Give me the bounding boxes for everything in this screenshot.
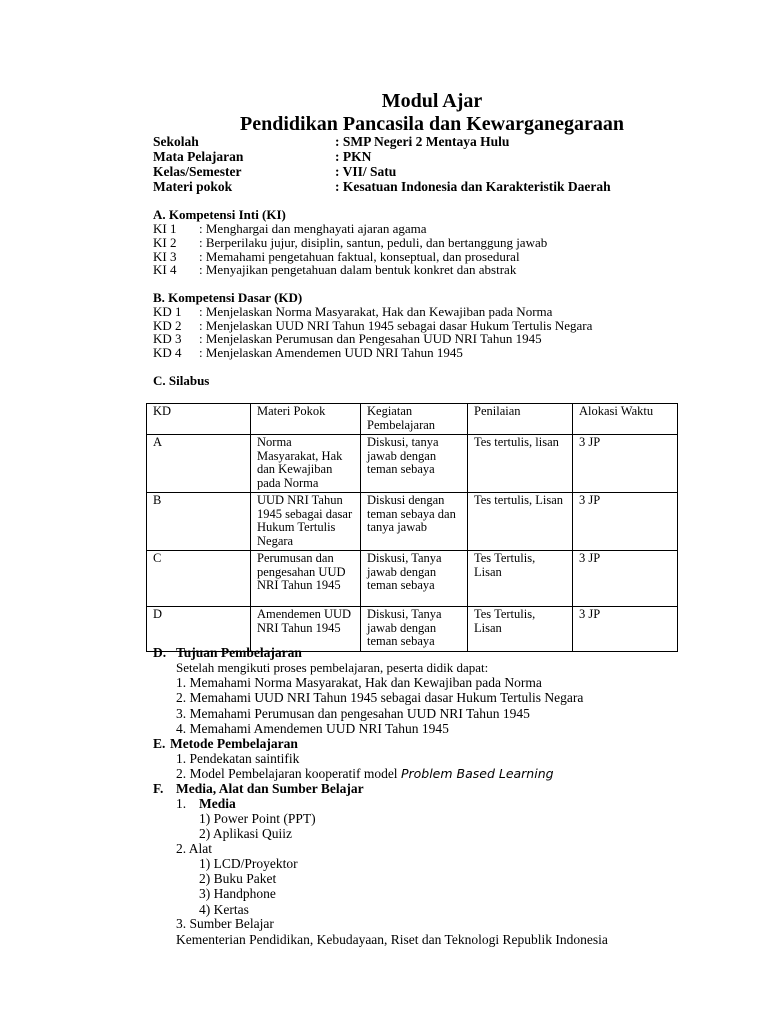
alat-item: 3) Handphone xyxy=(199,886,276,901)
ki-text: : Berperilaku jujur, disiplin, santun, peduli, dan bertanggung jawab xyxy=(199,235,548,250)
section-kd-heading: B. Kompetensi Dasar (KD) xyxy=(153,290,303,305)
column-header: Kegiatan Pembelajaran xyxy=(361,404,468,435)
sumber-label: 3. Sumber Belajar xyxy=(176,916,274,931)
metode-item-italic: Problem Based Learning xyxy=(400,766,554,781)
identity-label-subject: Mata Pelajaran xyxy=(153,149,244,164)
table-row xyxy=(147,493,678,551)
table-cell: Tes Tertulis, Lisan xyxy=(468,551,573,607)
ki-text: : Menghargai dan menghayati ajaran agama xyxy=(199,221,427,236)
section-metode-heading: Metode Pembelajaran xyxy=(170,736,298,751)
table-row xyxy=(147,435,678,493)
table-cell: 3 JP xyxy=(573,493,678,551)
identity-value-subject: : PKN xyxy=(335,149,372,164)
table-cell: Tes tertulis, lisan xyxy=(468,435,573,493)
section-metode-letter: E. xyxy=(153,736,166,751)
tujuan-item: 2. Memahami UUD NRI Tahun 1945 sebagai dasar Hukum Tertulis Negara xyxy=(176,690,584,705)
table-cell: 3 JP xyxy=(573,435,678,493)
media-item: 2) Aplikasi Quiiz xyxy=(199,826,292,841)
media-number: 1. xyxy=(176,796,187,811)
table-row xyxy=(147,551,678,607)
document-subtitle: Pendidikan Pancasila dan Kewarganegaraan xyxy=(240,113,624,135)
identity-value-topic: : Kesatuan Indonesia dan Karakteristik Daerah xyxy=(335,179,611,194)
table-header-row xyxy=(147,404,678,435)
table-cell: Perumusan dan pengesahan UUD NRI Tahun 1945 xyxy=(251,551,361,607)
sumber-text: Kementerian Pendidikan, Kebudayaan, Riset dan Teknologi Republik Indonesia xyxy=(176,932,608,947)
column-header: KD xyxy=(147,404,251,435)
table-cell: Tes tertulis, Lisan xyxy=(468,493,573,551)
table-cell: Diskusi, Tanya jawab dengan teman sebaya xyxy=(361,607,468,652)
tujuan-item: 1. Memahami Norma Masyarakat, Hak dan Kewajiban pada Norma xyxy=(176,675,542,690)
ki-text: : Memahami pengetahuan faktual, konseptual, dan prosedural xyxy=(199,249,520,264)
column-header: Materi Pokok xyxy=(251,404,361,435)
identity-value-class: : VII/ Satu xyxy=(335,164,397,179)
metode-item xyxy=(176,766,554,782)
table-cell: Tes Tertulis, Lisan xyxy=(468,607,573,652)
kd-text: : Menjelaskan Amendemen UUD NRI Tahun 1945 xyxy=(199,345,463,360)
identity-label-topic: Materi pokok xyxy=(153,179,233,194)
tujuan-intro: Setelah mengikuti proses pembelajaran, peserta didik dapat: xyxy=(176,660,489,675)
section-media-heading: Media, Alat dan Sumber Belajar xyxy=(176,781,364,796)
table-cell: Diskusi, Tanya jawab dengan teman sebaya xyxy=(361,551,468,607)
tujuan-item: 3. Memahami Perumusan dan pengesahan UUD NRI Tahun 1945 xyxy=(176,706,530,721)
alat-item: 1) LCD/Proyektor xyxy=(199,856,298,871)
section-media-letter: F. xyxy=(153,781,164,796)
table-cell: 3 JP xyxy=(573,551,678,607)
identity-value-school: : SMP Negeri 2 Mentaya Hulu xyxy=(335,134,510,149)
alat-item: 4) Kertas xyxy=(199,902,249,917)
media-item: 1) Power Point (PPT) xyxy=(199,811,316,826)
silabus-table xyxy=(146,403,678,652)
identity-label-school: Sekolah xyxy=(153,134,199,149)
table-cell: C xyxy=(147,551,251,607)
kd-text: : Menjelaskan UUD NRI Tahun 1945 sebagai dasar Hukum Tertulis Negara xyxy=(199,318,593,333)
kd-code: KD 1 xyxy=(153,304,182,319)
table-cell: A xyxy=(147,435,251,493)
kd-code: KD 3 xyxy=(153,331,182,346)
table-cell: Amendemen UUD NRI Tahun 1945 xyxy=(251,607,361,652)
section-tujuan-letter: D. xyxy=(153,645,167,660)
section-tujuan-heading: Tujuan Pembelajaran xyxy=(176,645,302,660)
section-silabus-heading: C. Silabus xyxy=(153,373,210,388)
identity-label-class: Kelas/Semester xyxy=(153,164,242,179)
tujuan-item: 4. Memahami Amendemen UUD NRI Tahun 1945 xyxy=(176,721,449,736)
ki-code: KI 4 xyxy=(153,262,177,277)
column-header: Penilaian xyxy=(468,404,573,435)
table-cell: B xyxy=(147,493,251,551)
kd-code: KD 4 xyxy=(153,345,182,360)
ki-code: KI 1 xyxy=(153,221,177,236)
media-label: Media xyxy=(199,796,236,811)
table-cell: Diskusi dengan teman sebaya dan tanya jawab xyxy=(361,493,468,551)
kd-text: : Menjelaskan Norma Masyarakat, Hak dan Kewajiban pada Norma xyxy=(199,304,553,319)
document-title: Modul Ajar xyxy=(381,90,483,112)
table-cell: 3 JP xyxy=(573,607,678,652)
metode-item-text: 2. Model Pembelajaran kooperatif model xyxy=(176,766,401,781)
table-cell: Diskusi, tanya jawab dengan teman sebaya xyxy=(361,435,468,493)
metode-item: 1. Pendekatan saintifik xyxy=(176,751,300,766)
alat-item: 2) Buku Paket xyxy=(199,871,277,886)
table-cell: UUD NRI Tahun 1945 sebagai dasar Hukum Tertulis Negara xyxy=(251,493,361,551)
column-header: Alokasi Waktu xyxy=(573,404,678,435)
table-cell: D xyxy=(147,607,251,652)
ki-code: KI 2 xyxy=(153,235,177,250)
kd-text: : Menjelaskan Perumusan dan Pengesahan UUD NRI Tahun 1945 xyxy=(199,331,542,346)
ki-text: : Menyajikan pengetahuan dalam bentuk konkret dan abstrak xyxy=(199,262,517,277)
table-cell: Norma Masyarakat, Hak dan Kewajiban pada Norma xyxy=(251,435,361,493)
alat-label: 2. Alat xyxy=(176,841,212,856)
ki-code: KI 3 xyxy=(153,249,177,264)
section-ki-heading: A. Kompetensi Inti (KI) xyxy=(153,207,286,222)
kd-code: KD 2 xyxy=(153,318,182,333)
